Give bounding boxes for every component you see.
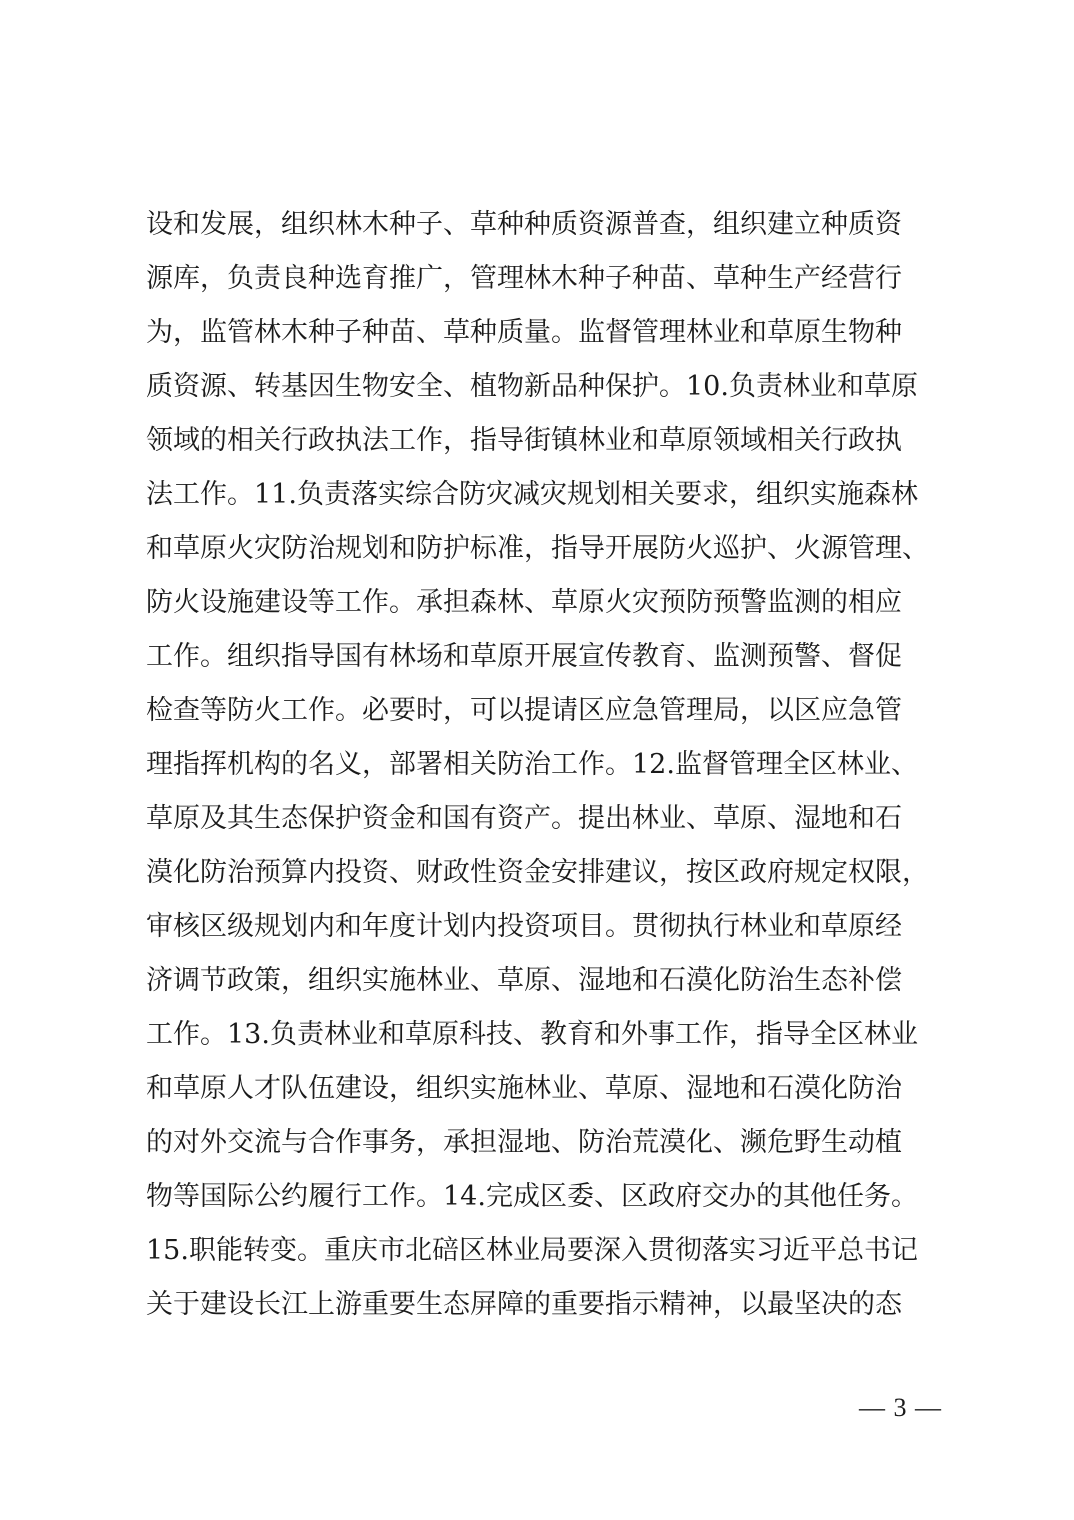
- text-line: 漠化防治预算内投资、财政性资金安排建议，按区政府规定权限，: [146, 857, 929, 888]
- body-text: [146, 198, 966, 1332]
- text-line: 草原及其生态保护资金和国有资产。提出林业、草原、湿地和石: [146, 803, 902, 834]
- text-line: 为，监管林木种子种苗、草种质量。监督管理林业和草原生物种: [146, 317, 902, 348]
- text-line: 物等国际公约履行工作。14.完成区委、区政府交办的其他任务。: [146, 1181, 918, 1212]
- text-line: 质资源、转基因生物安全、植物新品种保护。10.负责林业和草原: [146, 371, 918, 402]
- text-line: 15.职能转变。重庆市北碚区林业局要深入贯彻落实习近平总书记: [146, 1235, 918, 1266]
- text-line: 审核区级规划内和年度计划内投资项目。贯彻执行林业和草原经: [146, 911, 902, 942]
- text-line: 济调节政策，组织实施林业、草原、湿地和石漠化防治生态补偿: [146, 965, 902, 996]
- text-line: 设和发展，组织林木种子、草种种质资源普查，组织建立种质资: [146, 209, 902, 240]
- text-line: 理指挥机构的名义，部署相关防治工作。12.监督管理全区林业、: [146, 749, 918, 780]
- text-line: 源库，负责良种选育推广，管理林木种子种苗、草种生产经营行: [146, 263, 902, 294]
- text-line: 法工作。11.负责落实综合防灾减灾规划相关要求，组织实施森林: [146, 479, 918, 510]
- text-line: 工作。组织指导国有林场和草原开展宣传教育、监测预警、督促: [146, 641, 902, 672]
- text-line: 关于建设长江上游重要生态屏障的重要指示精神，以最坚决的态: [146, 1289, 902, 1320]
- text-line: 防火设施建设等工作。承担森林、草原火灾预防预警监测的相应: [146, 587, 902, 618]
- page-number: — 3 —: [859, 1393, 942, 1422]
- text-line: 的对外交流与合作事务，承担湿地、防治荒漠化、濒危野生动植: [146, 1127, 902, 1158]
- text-line: 和草原人才队伍建设，组织实施林业、草原、湿地和石漠化防治: [146, 1073, 902, 1104]
- text-line: 检查等防火工作。必要时，可以提请区应急管理局，以区应急管: [146, 695, 902, 726]
- text-line: 工作。13.负责林业和草原科技、教育和外事工作，指导全区林业: [146, 1019, 918, 1050]
- text-line: 领域的相关行政执法工作，指导街镇林业和草原领域相关行政执: [146, 425, 902, 456]
- text-line: 和草原火灾防治规划和防护标准，指导开展防火巡护、火源管理、: [146, 533, 929, 564]
